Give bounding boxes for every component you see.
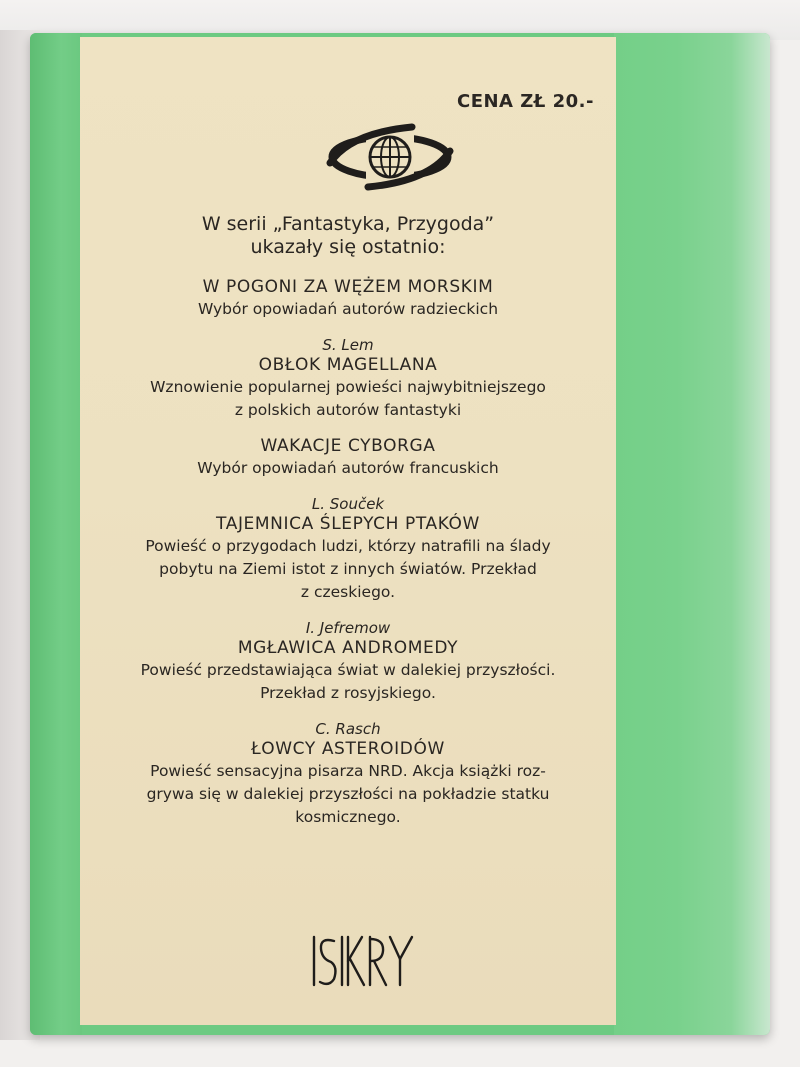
book-author: S. Lem <box>322 336 374 354</box>
series-intro-line-1: W serii „Fantastyka, Przygoda” <box>201 213 495 235</box>
book-title: ŁOWCY ASTEROIDÓW <box>251 739 445 759</box>
book-entry <box>80 436 616 480</box>
book-entry <box>80 335 616 422</box>
book-description-line: Powieść sensacyjna pisarza NRD. Akcja książki roz- <box>150 762 546 780</box>
book-entry <box>80 494 616 604</box>
book-description-line: Przekład z rosyjskiego. <box>260 684 436 702</box>
book-description-line: z czeskiego. <box>300 583 396 601</box>
book-title: OBŁOK MAGELLANA <box>258 355 438 375</box>
series-intro-line-2: ukazały się ostatnio: <box>250 236 446 258</box>
book-title: WAKACJE CYBORGA <box>260 436 436 456</box>
book-entry <box>80 277 616 321</box>
book-title: W POGONI ZA WĘŻEM MORSKIM <box>202 277 494 297</box>
book-description-line: Wznowienie popularnej powieści najwybitniejszego <box>150 378 546 396</box>
price-label: CENA ZŁ 20.- <box>456 91 594 112</box>
book-title: TAJEMNICA ŚLEPYCH PTAKÓW <box>216 514 480 534</box>
book-description-line: Powieść przedstawiająca świat w dalekiej przyszłości. <box>140 661 556 679</box>
book-back-cover <box>30 33 770 1035</box>
cover-green-band-right <box>614 33 770 1035</box>
book-description-line: kosmicznego. <box>295 808 401 826</box>
book-description-line: grywa się w dalekiej przyszłości na pokładzie statku <box>146 785 550 803</box>
series-intro <box>80 213 616 259</box>
cover-text-panel <box>80 37 616 1025</box>
book-author: I. Jefremow <box>305 619 391 637</box>
book-entry <box>80 719 616 829</box>
book-description-line: Wybór opowiadań autorów radzieckich <box>197 300 499 318</box>
book-author: L. Souček <box>311 495 385 513</box>
series-listing <box>80 213 616 843</box>
book-description-line: z polskich autorów fantastyki <box>234 401 462 419</box>
book-description-line: pobytu na Ziemi istot z innych światów. Przekład <box>159 560 537 578</box>
cover-green-band-left <box>30 33 82 1035</box>
book-author: C. Rasch <box>315 720 381 738</box>
book-entry <box>80 618 616 705</box>
series-globe-logo-icon <box>320 115 460 195</box>
book-description-line: Wybór opowiadań autorów francuskich <box>197 459 499 477</box>
book-description-line: Powieść o przygodach ludzi, którzy natrafili na ślady <box>145 537 551 555</box>
book-title: MGŁAWICA ANDROMEDY <box>237 638 459 658</box>
iskry-publisher-logo <box>80 929 616 993</box>
